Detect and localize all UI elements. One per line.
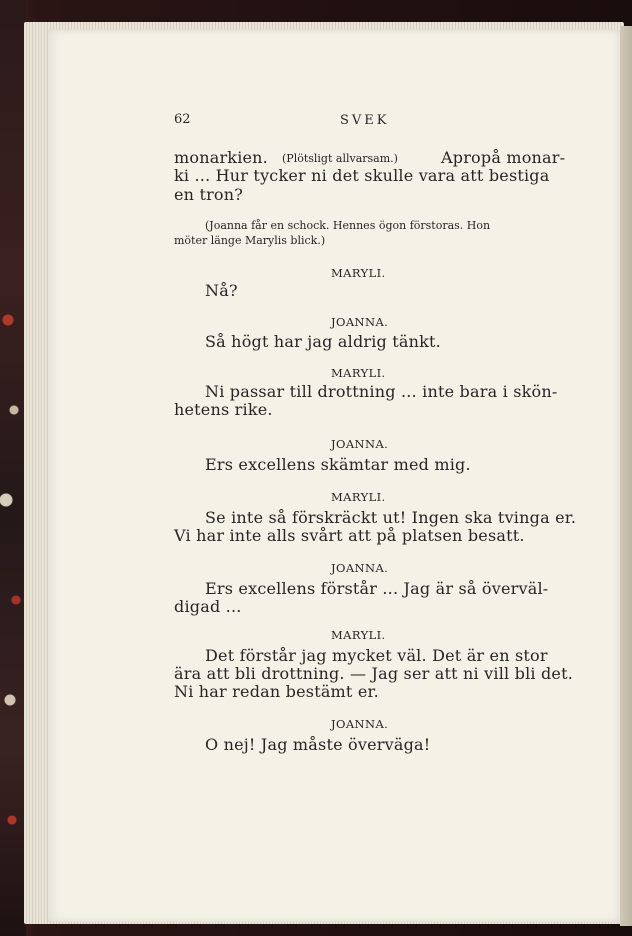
dialogue-line: Se inte så förskräckt ut! Ingen ska tvinga er. — [205, 508, 577, 527]
marbled-binding — [0, 0, 26, 936]
speaker-name: MARYLI. — [331, 366, 386, 380]
dialogue-line: Ers excellens förstår ... Jag är så överväl- — [205, 579, 549, 598]
page-right-edge — [620, 26, 632, 926]
speaker-name: MARYLI. — [331, 628, 386, 642]
speaker-name: JOANNA. — [331, 717, 389, 731]
speaker-name: JOANNA. — [331, 561, 389, 575]
dialogue-line: O nej! Jag måste överväga! — [205, 735, 431, 754]
stage-direction: (Joanna får en schock. Hennes ögon förstoras. Hon — [205, 219, 491, 232]
speaker-name: MARYLI. — [331, 490, 386, 504]
text-line: ki ... Hur tycker ni det skulle vara att bestiga — [174, 166, 550, 185]
dialogue-line: Så högt har jag aldrig tänkt. — [205, 332, 441, 351]
text-line: monarkien. — [174, 148, 268, 167]
dialogue-line: hetens rike. — [174, 400, 273, 419]
page-number: 62 — [174, 112, 191, 127]
dialogue-line: ära att bli drottning. — Jag ser att ni vill bli det. — [174, 664, 574, 683]
dialogue-line: digad ... — [174, 597, 242, 616]
stage-direction: möter länge Marylis blick.) — [174, 234, 326, 247]
text-line: en tron? — [174, 185, 244, 204]
dialogue-line: Ni passar till drottning ... inte bara i skön- — [205, 382, 558, 401]
running-title: SVEK — [340, 113, 390, 128]
speaker-name: MARYLI. — [331, 266, 386, 280]
speaker-name: JOANNA. — [331, 315, 389, 329]
dialogue-line: Det förstår jag mycket väl. Det är en stor — [205, 646, 548, 665]
dialogue-line: Vi har inte alls svårt att på platsen besatt. — [174, 526, 525, 545]
stage-direction-inline: (Plötsligt allvarsam.) — [282, 152, 398, 165]
speaker-name: JOANNA. — [331, 437, 389, 451]
dialogue-line: Nå? — [205, 281, 238, 300]
dialogue-line: Ni har redan bestämt er. — [174, 682, 379, 701]
text-line: Apropå monar- — [441, 148, 566, 167]
dialogue-line: Ers excellens skämtar med mig. — [205, 455, 471, 474]
